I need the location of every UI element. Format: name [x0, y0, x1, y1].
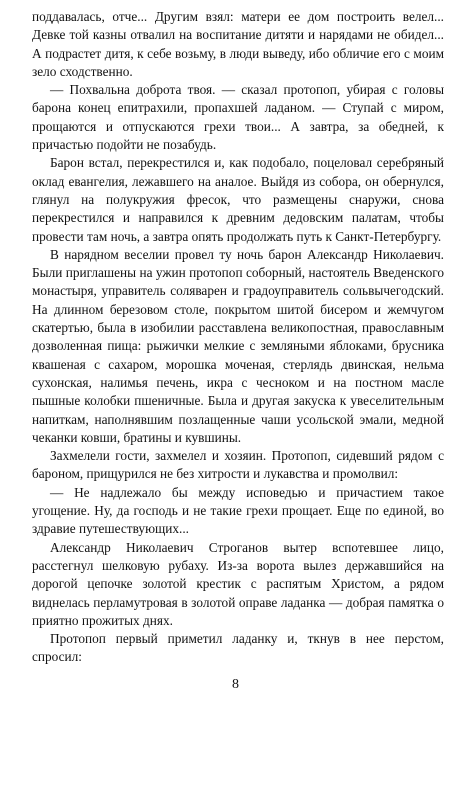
paragraph-5: Захмелели гости, захмелел и хозяин. Протопоп, сидевший рядом с бароном, прищурился не без хитрости и лукавства и промолвил:: [32, 448, 444, 482]
paragraph-1: поддавалась, отче... Другим взял: матери ее дом построить велел... Девке той казны отвалил на воспитание дитяти и нарядами не обидел... А подрастет дитя, к себе возьму, в люди выведу, ибо обличие его с моим зело сходственно.: [32, 9, 444, 79]
paragraph-6: — Не надлежало бы между исповедью и причастием такое угощение. Ну, да господь и не такие грехи прощает. Еще по единой, во здравие путешествующих...: [32, 484, 444, 537]
body-text: [32, 8, 444, 667]
paragraph-7: Александр Николаевич Строганов вытер вспотевшее лицо, расстегнул шелковую рубаху. Из-за ворота вылез державшийся на дорогой цепочке золотой крестик с распятым Христом, а рядом виднелась перламутровая в золотой оправе ладанка — добрая памятка о приятно прожитых днях.: [32, 539, 444, 628]
page-number: 8: [232, 677, 239, 692]
paragraph-2: — Похвальна доброта твоя. — сказал протопоп, убирая с головы барона конец епитрахили, пропахшей ладаном. — Ступай с миром, прощаются и отпускаются грехи твои... А завтра, за обедней, к причастью подойти не позабудь.: [32, 82, 444, 153]
paragraph-8: Протопоп первый приметил ладанку и, ткнув в нее перстом, спросил:: [32, 631, 444, 665]
paragraph-4: В нарядном веселии провел ту ночь барон Александр Николаевич. Были приглашены на ужин протопоп соборный, настоятель Введенского монастыря, управитель соляварен и градоуправитель сольвычегодский. На длинном березовом столе, покрытом шитой бисером и жемчугом скатертью, была в изобилии расставлена великопостная, православным дозволенная пища: рыжички мелкие с земляными яблоками, брусника квашеная с сахаром, морошка моченая, стерлядь двинская, нельма сухонская, налимья печень, икра с чесноком и на постном масле пышные колобки пшеничные. Была и другая закуска к увеселительным напиткам, наполнявшим позлащенные чаши усольской эмали, медной чеканки ковши, братины и кувшины.: [32, 246, 444, 445]
paragraph-3: Барон встал, перекрестился и, как подобало, поцеловал серебряный оклад евангелия, лежавшего на аналое. Выйдя из собора, он обернулся, глянул на полукружия фресок, что размещены снаружи, снова перекрестился и направился к древним дедовским палатам, чтобы провести там ночь, а завтра опять продолжать путь к Санкт-Петербургу.: [32, 155, 444, 244]
